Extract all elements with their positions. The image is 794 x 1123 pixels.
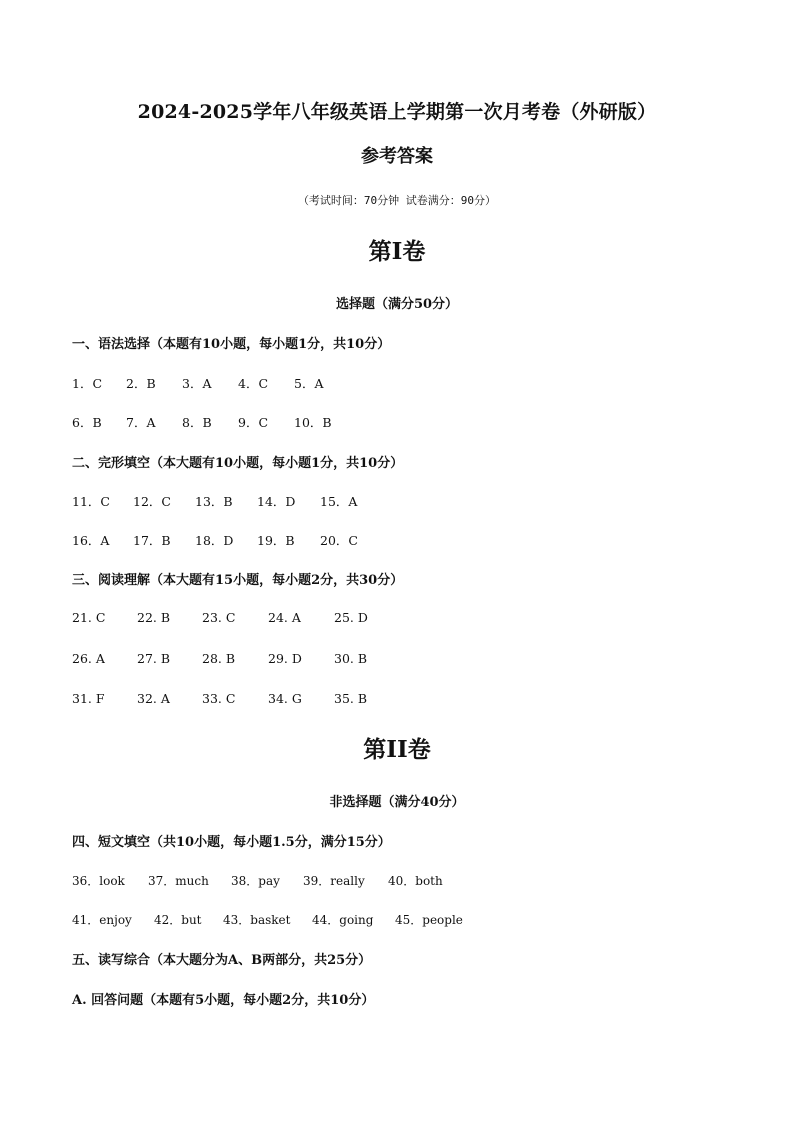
- volume-2-heading: 第II卷: [363, 736, 431, 763]
- answer-item: 21. C: [72, 610, 106, 625]
- answer-item: 45．people: [395, 913, 463, 927]
- answer-item: 35. B: [334, 691, 368, 706]
- answer-item: 44．going: [312, 913, 374, 927]
- answer-item: 16．A: [72, 533, 110, 548]
- answer-item: 19．B: [257, 533, 295, 548]
- answer-item: 18．D: [195, 533, 234, 548]
- section-1-heading: 一、语法选择（本题有10小题，每小题1分，共10分）: [72, 337, 391, 352]
- section-4-heading: 四、短文填空（共10小题，每小题1.5分，满分15分）: [72, 835, 391, 850]
- answer-item: 24. A: [268, 610, 301, 625]
- answer-item: 34. G: [268, 691, 302, 706]
- document-subtitle: 参考答案: [361, 146, 433, 167]
- answer-item: 29. D: [268, 651, 302, 666]
- answer-item: 7．A: [126, 415, 156, 430]
- answer-item: 30. B: [334, 651, 368, 666]
- answer-item: 27. B: [137, 651, 171, 666]
- answer-item: 22. B: [137, 610, 171, 625]
- answer-item: 31. F: [72, 691, 105, 706]
- answer-item: 26. A: [72, 651, 105, 666]
- answer-item: 11．C: [72, 494, 110, 509]
- answer-item: 41．enjoy: [72, 913, 132, 927]
- answer-item: 25. D: [334, 610, 368, 625]
- answer-item: 9．C: [238, 415, 269, 430]
- answer-item: 38．pay: [231, 874, 280, 888]
- answer-item: 17．B: [133, 533, 171, 548]
- section-5a-heading: A. 回答问题（本题有5小题，每小题2分，共10分）: [72, 993, 375, 1008]
- volume-1-subheading: 选择题（满分50分）: [335, 297, 459, 312]
- answer-item: 28. B: [202, 651, 236, 666]
- answer-item: 8．B: [182, 415, 212, 430]
- answer-item: 1．C: [72, 376, 103, 391]
- answer-item: 14．D: [257, 494, 296, 509]
- volume-2-subheading: 非选择题（满分40分）: [329, 795, 465, 810]
- document-title: 2024-2025学年八年级英语上学期第一次月考卷（外研版）: [137, 101, 657, 123]
- answer-item: 5．A: [294, 376, 324, 391]
- answer-item: 42．but: [154, 913, 202, 927]
- answer-item: 15．A: [320, 494, 358, 509]
- volume-1-heading: 第I卷: [368, 238, 426, 265]
- answer-item: 20．C: [320, 533, 358, 548]
- answer-item: 39．really: [303, 874, 365, 888]
- answer-item: 43．basket: [223, 913, 291, 927]
- section-5-heading: 五、读写综合（本大题分为A、B两部分，共25分）: [72, 953, 372, 968]
- answer-item: 3．A: [182, 376, 212, 391]
- answer-item: 32. A: [137, 691, 170, 706]
- answer-item: 40．both: [388, 874, 443, 888]
- answer-item: 37．much: [148, 874, 209, 888]
- section-2-heading: 二、完形填空（本大题有10小题，每小题1分，共10分）: [72, 456, 404, 471]
- answer-item: 4．C: [238, 376, 269, 391]
- section-3-heading: 三、阅读理解（本大题有15小题，每小题2分，共30分）: [72, 573, 404, 588]
- answer-item: 33. C: [202, 691, 236, 706]
- exam-info: （考试时间：70分钟 试卷满分：90分）: [297, 194, 497, 207]
- answer-item: 6．B: [72, 415, 102, 430]
- answer-item: 2．B: [126, 376, 156, 391]
- answer-item: 36．look: [72, 874, 125, 888]
- answer-item: 12．C: [133, 494, 171, 509]
- answer-item: 10．B: [294, 415, 332, 430]
- answer-item: 13．B: [195, 494, 233, 509]
- answer-item: 23. C: [202, 610, 236, 625]
